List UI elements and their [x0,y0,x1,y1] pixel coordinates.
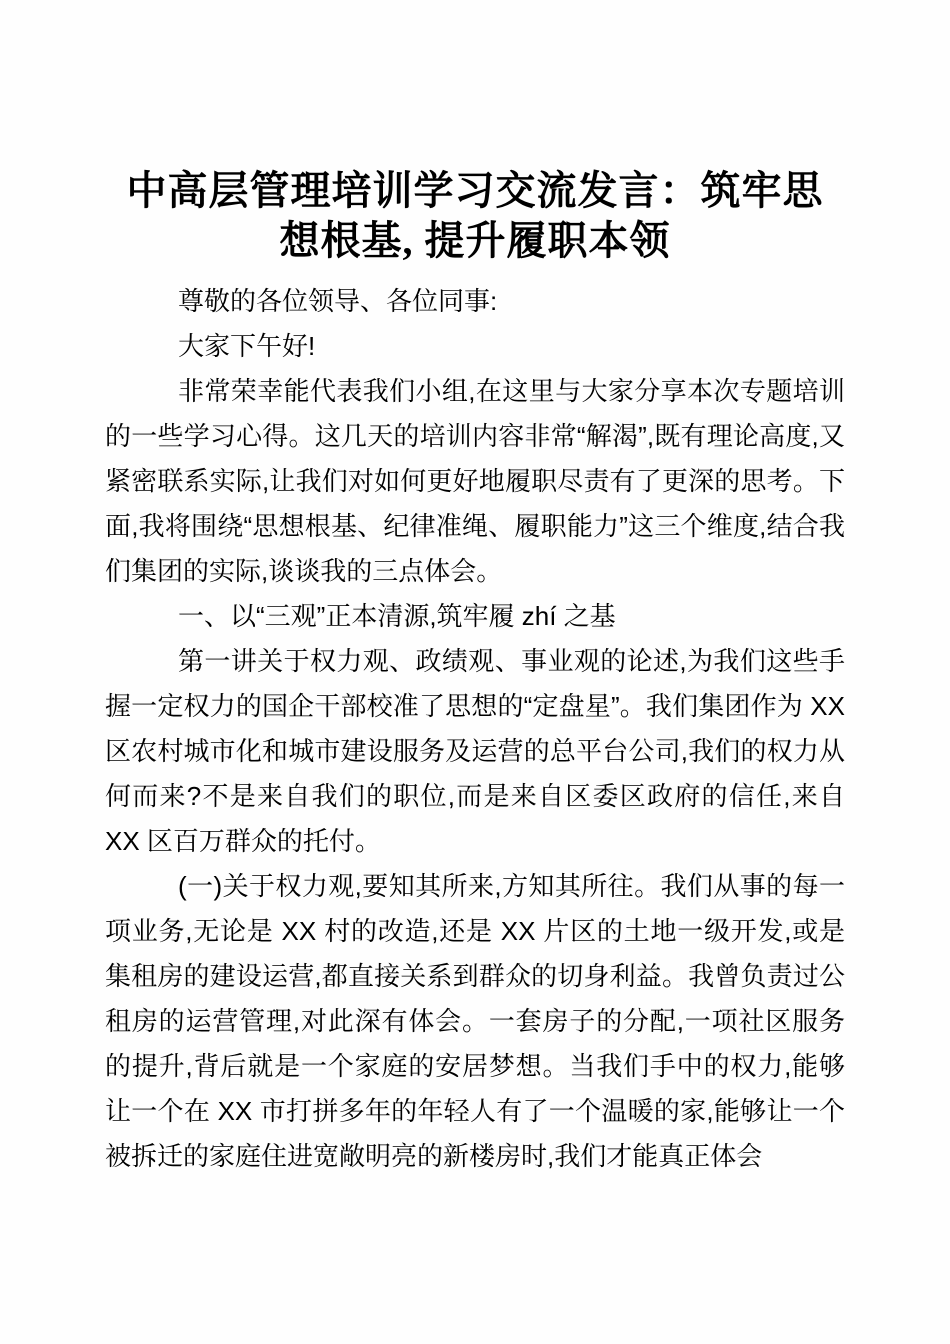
document-title-line-1: 中高层管理培训学习交流发言：筑牢思 [126,168,824,213]
power-view-paragraph: (一)关于权力观,要知其所来,方知其所往。我们从事的每一项业务,无论是 XX 村的改造,还是 XX 片区的土地一级开发,或是集租房的建设运营,都直接关系到群众的切身利益。我曾负责过公租房的运营管理,对此深有体会。一套房子的分配,一项社区服务的提升,背后就是一个家庭的安居梦想。当我们手中的权力,能够让一个在 XX 市打拼多年的年轻人有了一个温暖的家,能够让一个被拆迁的家庭住进宽敞明亮的新楼房时,我们才能真正体会 [105,871,845,1171]
document-title-line-2: 想根基, 提升履职本领 [279,218,671,263]
intro-paragraph: 非常荣幸能代表我们小组,在这里与大家分享本次专题培训的一些学习心得。这几天的培训内容非常“解渴”,既有理论高度,又紧密联系实际,让我们对如何更好地履职尽责有了更深的思考。下面,我将围绕“思想根基、纪律准绳、履职能力”这三个维度,结合我们集团的实际,谈谈我的三点体会。 [105,376,845,586]
section-one-paragraph: 第一讲关于权力观、政绩观、事业观的论述,为我们这些手握一定权力的国企干部校准了思想的“定盘星”。我们集团作为 XX 区农村城市化和城市建设服务及运营的总平台公司,我们的权力从何而来?不是来自我们的职位,而是来自区委区政府的信任,来自 XX 区百万群众的托付。 [105,646,845,856]
greeting-paragraph: 大家下午好! [178,331,316,361]
section-one-heading: 一、以“三观”正本清源,筑牢履 zhí 之基 [178,601,616,631]
salutation-paragraph: 尊敬的各位领导、各位同事: [178,286,498,316]
document-title [105,166,845,266]
